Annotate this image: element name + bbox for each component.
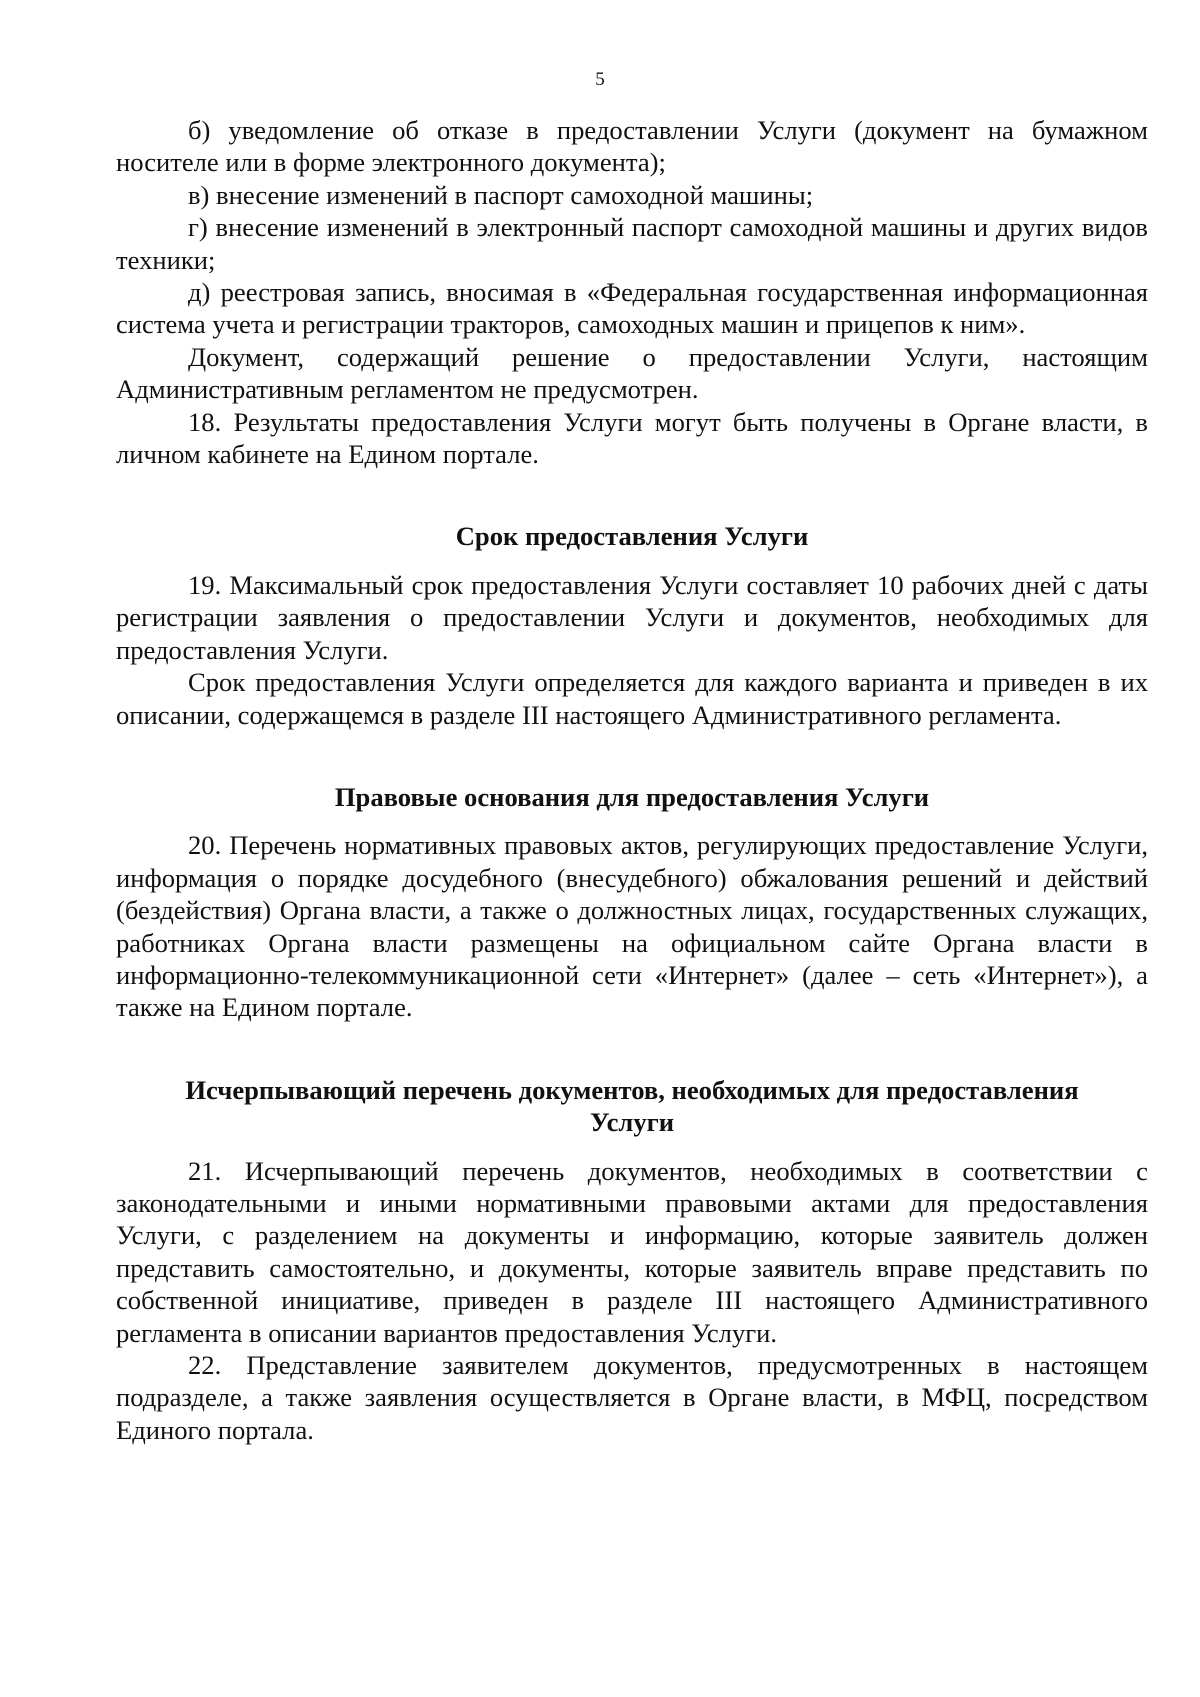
heading-documents-line1: Исчерпывающий перечень документов, необходимых для предоставления — [185, 1074, 1079, 1105]
paragraph-g: г) внесение изменений в электронный паспорт самоходной машины и других видов техники; — [116, 212, 1148, 275]
page-number: 5 — [595, 69, 605, 90]
spacer — [116, 1024, 1148, 1074]
paragraph-v: в) внесение изменений в паспорт самоходной машины; — [188, 179, 814, 210]
heading-term: Срок предоставления Услуги — [455, 521, 809, 552]
paragraph-20: 20. Перечень нормативных правовых актов, регулирующих предоставление Услуги, информация о порядке досудебного (внесудебного) обжалования решений и действий (бездействия) Органа власти, а также о должностных лицах, государственных служащих, работниках Органа власти размещены на официальном сайте Органа власти в информационно-телекоммуникационной сети «Интернет» (далее – сеть «Интернет»), а также на Едином портале. — [116, 830, 1148, 1023]
paragraph-d: д) реестровая запись, вносимая в «Федеральная государственная информационная система учета и регистрации тракторов, самоходных машин и прицепов к ним». — [116, 277, 1148, 340]
paragraph-21: 21. Исчерпывающий перечень документов, необходимых в соответствии с законодательными и иными нормативными правовыми актами для предоставления Услуги, с разделением на документы и информацию, которые заявитель должен представить самостоятельно, и документы, которые заявитель вправе представить по собственной инициативе, приведен в разделе III настоящего Административного регламента в описании вариантов предоставления Услуги. — [116, 1155, 1148, 1348]
spacer — [116, 731, 1148, 781]
paragraph-22: 22. Представление заявителем документов, предусмотренных в настоящем подразделе, а также заявления осуществляется в Органе власти, в МФЦ, посредством Единого портала. — [116, 1350, 1148, 1445]
paragraph-term-variant: Срок предоставления Услуги определяется для каждого варианта и приведен в их описании, содержащемся в разделе III настоящего Административного регламента. — [116, 667, 1148, 730]
paragraph-decision-document: Документ, содержащий решение о предоставлении Услуги, настоящим Административным регламентом не предусмотрен. — [116, 341, 1148, 405]
paragraph-18: 18. Результаты предоставления Услуги могут быть получены в Органе власти, в личном кабинете на Едином портале. — [116, 406, 1148, 470]
paragraph-19: 19. Максимальный срок предоставления Услуги составляет 10 рабочих дней с даты регистрации заявления о предоставлении Услуги и документов, необходимых для предоставления Услуги. — [116, 569, 1148, 665]
spacer — [116, 470, 1148, 520]
heading-legal-basis: Правовые основания для предоставления Услуги — [334, 781, 930, 812]
spacer — [116, 813, 1148, 829]
document-body — [116, 114, 1148, 1446]
paragraph-b: б) уведомление об отказе в предоставлении Услуги (документ на бумажном носителе или в форме электронного документа); — [116, 115, 1148, 178]
heading-documents-line2: Услуги — [589, 1107, 675, 1138]
spacer — [116, 553, 1148, 569]
spacer — [116, 1139, 1148, 1155]
